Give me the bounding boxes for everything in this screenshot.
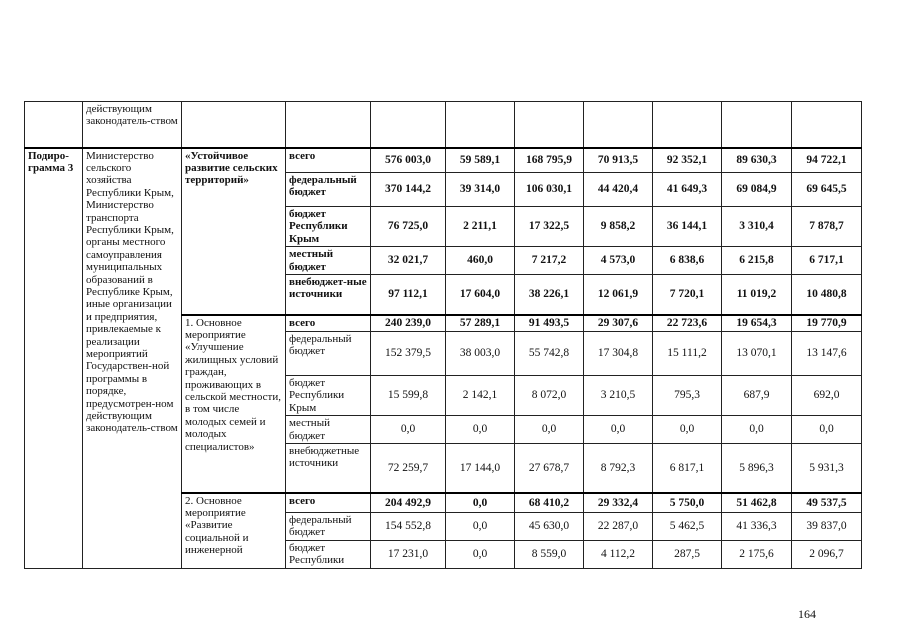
amount-cell: 4 573,0	[584, 247, 653, 275]
amount-cell: 0,0	[371, 416, 446, 444]
amount-cell: 45 630,0	[515, 513, 584, 541]
continuation-value-cell	[371, 102, 446, 148]
continuation-source-cell	[286, 102, 371, 148]
amount-cell: 240 239,0	[371, 315, 446, 332]
amount-cell: 0,0	[722, 416, 792, 444]
amount-cell: 27 678,7	[515, 444, 584, 493]
amount-cell: 57 289,1	[446, 315, 515, 332]
amount-cell: 39 314,0	[446, 173, 515, 207]
continuation-value-cell	[584, 102, 653, 148]
continuation-value-cell	[446, 102, 515, 148]
funding-source-cell: всего	[286, 493, 371, 513]
subprogram-label-cell: Подиро-грамма 3	[25, 148, 83, 569]
amount-cell: 106 030,1	[515, 173, 584, 207]
amount-cell: 692,0	[792, 376, 862, 416]
funding-source-cell: федеральный бюджет	[286, 173, 371, 207]
amount-cell: 17 231,0	[371, 541, 446, 569]
amount-cell: 17 322,5	[515, 207, 584, 247]
amount-cell: 13 147,6	[792, 332, 862, 376]
amount-cell: 0,0	[792, 416, 862, 444]
amount-cell: 0,0	[446, 541, 515, 569]
amount-cell: 59 589,1	[446, 148, 515, 173]
amount-cell: 7 720,1	[653, 275, 722, 315]
amount-cell: 92 352,1	[653, 148, 722, 173]
amount-cell: 5 931,3	[792, 444, 862, 493]
continuation-value-cell	[792, 102, 862, 148]
amount-cell: 29 332,4	[584, 493, 653, 513]
amount-cell: 51 462,8	[722, 493, 792, 513]
amount-cell: 32 021,7	[371, 247, 446, 275]
amount-cell: 0,0	[584, 416, 653, 444]
amount-cell: 15 111,2	[653, 332, 722, 376]
funding-source-cell: бюджет Республики Крым	[286, 376, 371, 416]
amount-cell: 2 211,1	[446, 207, 515, 247]
amount-cell: 68 410,2	[515, 493, 584, 513]
amount-cell: 72 259,7	[371, 444, 446, 493]
amount-cell: 0,0	[653, 416, 722, 444]
amount-cell: 17 144,0	[446, 444, 515, 493]
amount-cell: 576 003,0	[371, 148, 446, 173]
amount-cell: 3 310,4	[722, 207, 792, 247]
table-row	[25, 148, 862, 173]
amount-cell: 154 552,8	[371, 513, 446, 541]
amount-cell: 11 019,2	[722, 275, 792, 315]
amount-cell: 6 838,6	[653, 247, 722, 275]
amount-cell: 55 742,8	[515, 332, 584, 376]
amount-cell: 2 096,7	[792, 541, 862, 569]
amount-cell: 44 420,4	[584, 173, 653, 207]
amount-cell: 5 896,3	[722, 444, 792, 493]
amount-cell: 5 750,0	[653, 493, 722, 513]
funding-source-cell: внебюджетные источники	[286, 444, 371, 493]
continuation-row	[25, 102, 862, 148]
amount-cell: 6 817,1	[653, 444, 722, 493]
funding-source-cell: всего	[286, 148, 371, 173]
amount-cell: 0,0	[446, 416, 515, 444]
amount-cell: 41 336,3	[722, 513, 792, 541]
amount-cell: 7 217,2	[515, 247, 584, 275]
amount-cell: 38 003,0	[446, 332, 515, 376]
amount-cell: 39 837,0	[792, 513, 862, 541]
amount-cell: 6 215,8	[722, 247, 792, 275]
continuation-program-cell	[25, 102, 83, 148]
amount-cell: 287,5	[653, 541, 722, 569]
amount-cell: 38 226,1	[515, 275, 584, 315]
amount-cell: 795,3	[653, 376, 722, 416]
continuation-value-cell	[722, 102, 792, 148]
amount-cell: 8 792,3	[584, 444, 653, 493]
amount-cell: 15 599,8	[371, 376, 446, 416]
funding-source-cell: федеральный бюджет	[286, 513, 371, 541]
continuation-responsible-cell: действующим законодатель-ством	[83, 102, 182, 148]
amount-cell: 22 723,6	[653, 315, 722, 332]
amount-cell: 94 722,1	[792, 148, 862, 173]
amount-cell: 0,0	[446, 493, 515, 513]
amount-cell: 0,0	[446, 513, 515, 541]
amount-cell: 2 142,1	[446, 376, 515, 416]
amount-cell: 70 913,5	[584, 148, 653, 173]
amount-cell: 22 287,0	[584, 513, 653, 541]
continuation-value-cell	[653, 102, 722, 148]
amount-cell: 91 493,5	[515, 315, 584, 332]
amount-cell: 89 630,3	[722, 148, 792, 173]
amount-cell: 5 462,5	[653, 513, 722, 541]
funding-source-cell: бюджет Республики	[286, 541, 371, 569]
amount-cell: 29 307,6	[584, 315, 653, 332]
amount-cell: 41 649,3	[653, 173, 722, 207]
amount-cell: 49 537,5	[792, 493, 862, 513]
amount-cell: 69 084,9	[722, 173, 792, 207]
amount-cell: 17 604,0	[446, 275, 515, 315]
continuation-value-cell	[515, 102, 584, 148]
event-name-cell: 2. Основное мероприятие «Развитие социальной и инженерной	[182, 493, 286, 569]
amount-cell: 8 072,0	[515, 376, 584, 416]
amount-cell: 13 070,1	[722, 332, 792, 376]
amount-cell: 9 858,2	[584, 207, 653, 247]
amount-cell: 460,0	[446, 247, 515, 275]
page-number: 164	[798, 607, 816, 621]
amount-cell: 10 480,8	[792, 275, 862, 315]
amount-cell: 4 112,2	[584, 541, 653, 569]
amount-cell: 97 112,1	[371, 275, 446, 315]
amount-cell: 687,9	[722, 376, 792, 416]
amount-cell: 0,0	[515, 416, 584, 444]
budget-table-body	[25, 102, 862, 569]
amount-cell: 69 645,5	[792, 173, 862, 207]
amount-cell: 168 795,9	[515, 148, 584, 173]
funding-source-cell: местный бюджет	[286, 416, 371, 444]
amount-cell: 19 770,9	[792, 315, 862, 332]
funding-source-cell: местный бюджет	[286, 247, 371, 275]
continuation-event-cell	[182, 102, 286, 148]
amount-cell: 36 144,1	[653, 207, 722, 247]
budget-table	[24, 101, 862, 569]
amount-cell: 2 175,6	[722, 541, 792, 569]
responsible-cell: Министерство сельского хозяйства Республики Крым, Министерство транспорта Республики Крым, органы местного самоуправления муниципальных образований в Республике Крым, иные организации и предприятия, привлекаемые к реализации мероприятий Государствен-ной программы в порядке, предусмотрен-ном действующим законодатель-ством	[83, 148, 182, 569]
amount-cell: 7 878,7	[792, 207, 862, 247]
amount-cell: 8 559,0	[515, 541, 584, 569]
funding-source-cell: бюджет Республики Крым	[286, 207, 371, 247]
amount-cell: 370 144,2	[371, 173, 446, 207]
amount-cell: 17 304,8	[584, 332, 653, 376]
funding-source-cell: федеральный бюджет	[286, 332, 371, 376]
amount-cell: 76 725,0	[371, 207, 446, 247]
amount-cell: 152 379,5	[371, 332, 446, 376]
funding-source-cell: всего	[286, 315, 371, 332]
event-name-cell: «Устойчивое развитие сельских территорий»	[182, 148, 286, 315]
event-name-cell: 1. Основное мероприятие «Улучшение жилищных условий граждан, проживающих в сельской местности, в том числе молодых семей и молодых специалистов»	[182, 315, 286, 493]
amount-cell: 204 492,9	[371, 493, 446, 513]
funding-source-cell: внебюджет-ные источники	[286, 275, 371, 315]
amount-cell: 12 061,9	[584, 275, 653, 315]
amount-cell: 6 717,1	[792, 247, 862, 275]
amount-cell: 19 654,3	[722, 315, 792, 332]
amount-cell: 3 210,5	[584, 376, 653, 416]
